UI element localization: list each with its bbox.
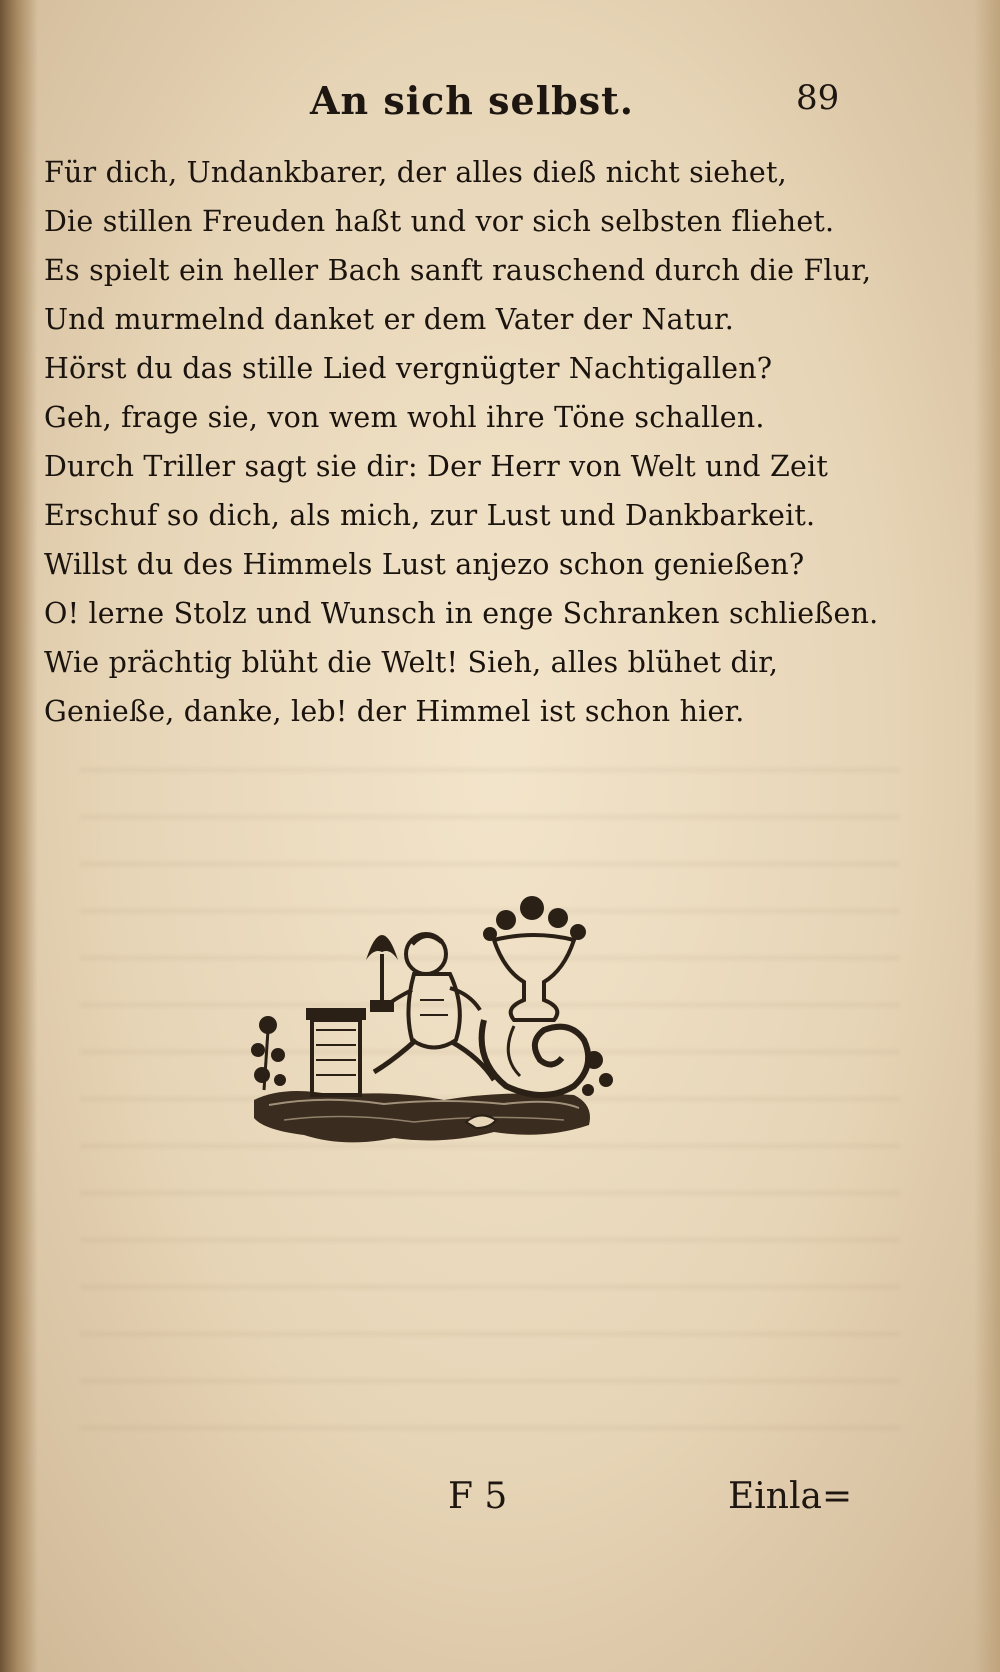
page-title: An sich selbst. — [310, 78, 634, 123]
gutter-shadow — [0, 0, 38, 1672]
poem-line: Die stillen Freuden haßt und vor sich selbsten fliehet. — [44, 205, 835, 238]
poem-line: Geh, frage sie, von wem wohl ihre Töne schallen. — [44, 401, 765, 434]
running-head — [0, 74, 1000, 130]
page-edge — [974, 0, 1000, 1672]
poem-text — [44, 148, 879, 736]
poem-line: O! lerne Stolz und Wunsch in enge Schranken schließen. — [44, 597, 879, 630]
poem-line: Wie prächtig blüht die Welt! Sieh, alles blühet dir, — [44, 646, 779, 679]
poem-line: Genieße, danke, leb! der Himmel ist schon hier. — [44, 695, 745, 728]
poem-line: Und murmelnd danket er dem Vater der Natur. — [44, 303, 734, 336]
poem-line: Durch Triller sagt sie dir: Der Herr von Welt und Zeit — [44, 450, 829, 483]
poem-line: Für dich, Undankbarer, der alles dieß nicht siehet, — [44, 156, 787, 189]
poem-line: Es spielt ein heller Bach sanft rauschend durch die Flur, — [44, 254, 872, 287]
poem-line: Hörst du das stille Lied vergnügter Nachtigallen? — [44, 352, 773, 385]
page-footer — [0, 1476, 1000, 1536]
cherub-garden-vignette-icon — [244, 890, 624, 1160]
poem-line: Willst du des Himmels Lust anjezo schon genießen? — [44, 548, 805, 581]
page-number: 89 — [796, 78, 840, 118]
catchword: Einla= — [728, 1476, 853, 1517]
signature-mark: F 5 — [448, 1476, 508, 1517]
poem-line: Erschuf so dich, als mich, zur Lust und Dankbarkeit. — [44, 499, 816, 532]
